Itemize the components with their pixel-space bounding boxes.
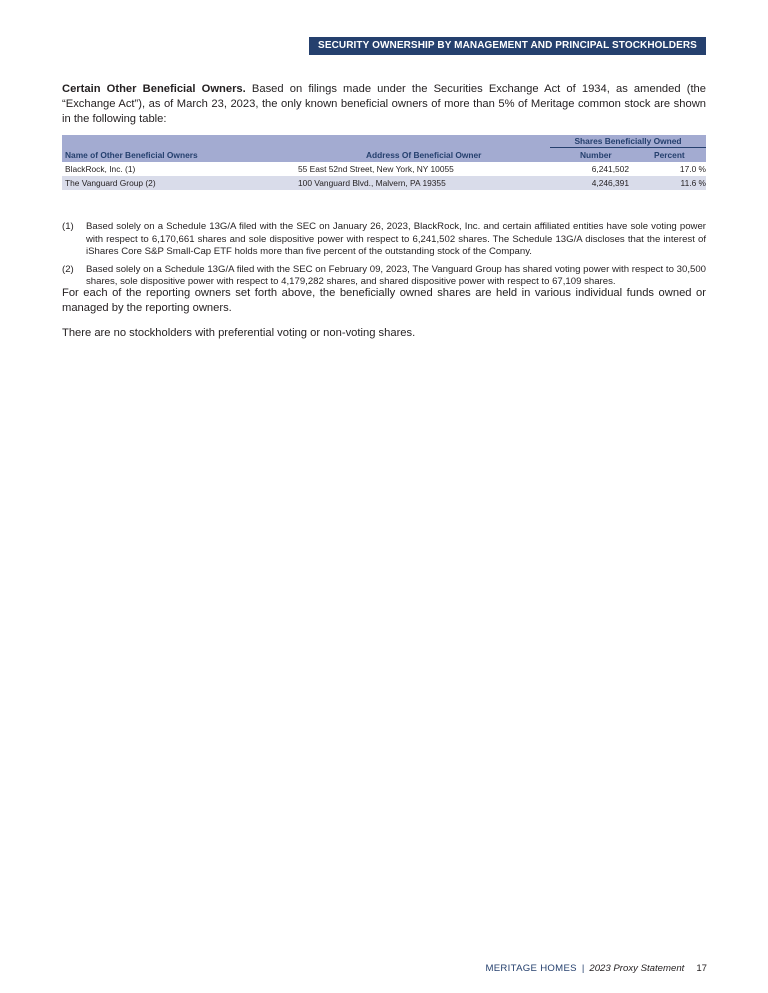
beneficial-owners-table (62, 135, 706, 190)
table-row (62, 162, 706, 176)
shares-number: 4,246,391 (591, 178, 629, 188)
owner-name: BlackRock, Inc. (1) (65, 164, 136, 174)
section-banner: SECURITY OWNERSHIP BY MANAGEMENT AND PRINCIPAL STOCKHOLDERS (309, 37, 706, 55)
footnote-text: Based solely on a Schedule 13G/A filed with the SEC on January 26, 2023, BlackRock, Inc. and certain affiliated entities have sole voting power with respect to 6,170,661 shares and sole dispositive power with respect to 6,241,502 shares. The Schedule 13G/A discloses that the interest of iShares Core S&P Small-Cap ETF holds more than five percent of the outstanding stock of the Company. (86, 221, 706, 257)
footnote-marker: (2) (62, 263, 74, 275)
column-header-name: Name of Other Beneficial Owners (65, 150, 198, 160)
owner-address: 55 East 52nd Street, New York, NY 10055 (298, 164, 454, 174)
footnote (62, 264, 706, 289)
shares-percent: 11.6 % (680, 178, 706, 188)
intro-paragraph (62, 82, 706, 127)
footer-separator: | (581, 963, 585, 974)
page-footer (485, 963, 707, 974)
footnote-text: Based solely on a Schedule 13G/A filed with the SEC on February 09, 2023, The Vanguard Group has shared voting power with respect to 30,500 shares, sole dispositive power with respect to 4,179,282 shares, and shared dispositive power with respect to 67,109 shares. (86, 263, 706, 287)
column-header-number: Number (580, 150, 612, 160)
funds-paragraph: For each of the reporting owners set forth above, the beneficially owned shares are held in various individual funds owned or managed by the reporting owners. (62, 287, 706, 314)
footnote-marker: (1) (62, 221, 74, 232)
footnotes (62, 221, 706, 294)
intro-text: Based on filings made under the Securities Exchange Act of 1934, as amended (the “Exchange Act”), as of March 23, 2023, the only known beneficial owners of more than 5% of Meritage common stock are shown in the following table: (62, 83, 706, 125)
page-number: 17 (696, 963, 707, 974)
owner-address: 100 Vanguard Blvd., Malvern, PA 19355 (298, 178, 446, 188)
preferential-paragraph: There are no stockholders with preferential voting or non-voting shares. (62, 327, 416, 339)
intro-lead: Certain Other Beneficial Owners. (62, 83, 246, 95)
footer-document: 2023 Proxy Statement (589, 963, 685, 974)
column-header-percent: Percent (654, 150, 685, 160)
footer-company: MERITAGE HOMES (485, 963, 577, 974)
owner-name: The Vanguard Group (2) (65, 178, 156, 188)
table-row (62, 176, 706, 190)
shares-percent: 17.0 % (679, 164, 706, 174)
shares-beneficially-owned-header: Shares Beneficially Owned (550, 135, 706, 148)
column-header-address: Address Of Beneficial Owner (366, 150, 482, 160)
table-header-row (62, 148, 706, 162)
footnote (62, 221, 706, 259)
shares-number: 6,241,502 (591, 164, 629, 174)
table-header-group-row (62, 135, 706, 148)
